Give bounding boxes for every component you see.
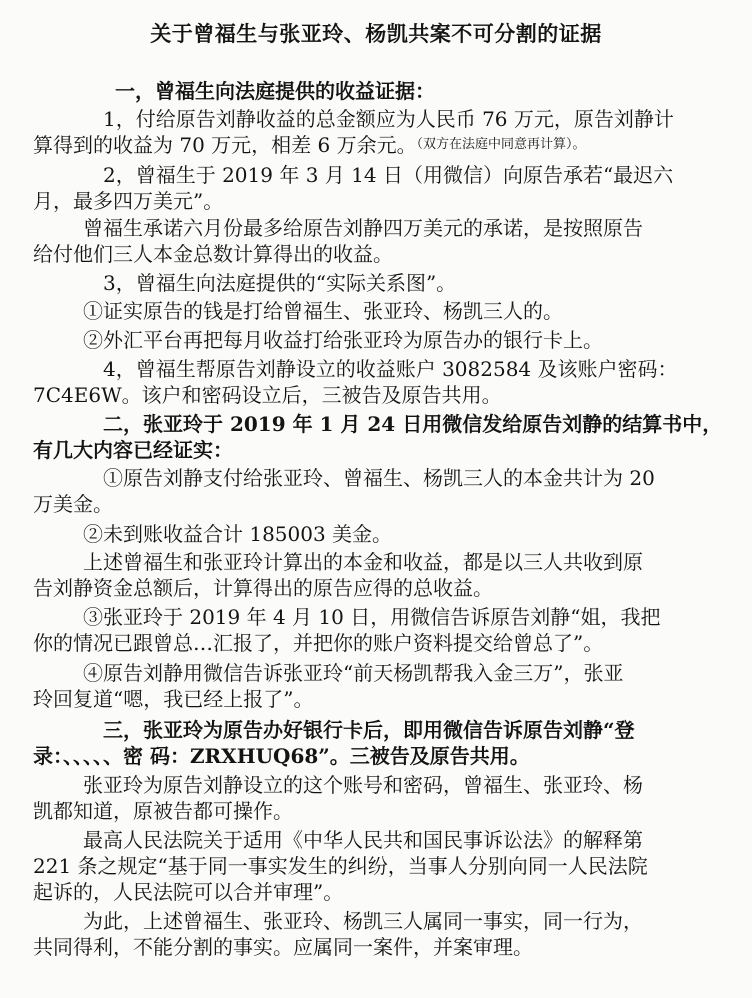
paragraph-line: 起诉的，人民法院可以合并审理”。	[33, 880, 344, 904]
paragraph-line: 万美金。	[33, 492, 113, 516]
document-title: 关于曾福生与张亚玲、杨凯共案不可分割的证据	[150, 22, 602, 46]
paragraph-note: （双方在法庭中同意再计算）。	[410, 137, 586, 152]
paragraph-line: ④原告刘静用微信告诉张亚玲“前天杨凯帮我入金三万”，张亚	[83, 661, 624, 685]
paragraph-line: ③张亚玲于 2019 年 4 月 10 日，用微信告诉原告刘静“姐，我把	[83, 605, 661, 629]
paragraph-line: 上述曾福生和张亚玲计算出的本金和收益，都是以三人共收到原	[83, 550, 643, 574]
paragraph-line: 张亚玲为原告刘静设立的这个账号和密码，曾福生、张亚玲、杨	[83, 773, 643, 797]
section-3-heading: 三，张亚玲为原告办好银行卡后，即用微信告诉原告刘静“登	[103, 718, 635, 742]
paragraph-line: 凯都知道，原被告都可操作。	[33, 799, 293, 823]
paragraph-line: 4，曾福生帮原告刘静设立的收益账户 3082584 及该账户密码：	[103, 357, 678, 381]
paragraph-line: 告刘静资金总额后，计算得出的原告应得的总收益。	[33, 576, 493, 600]
paragraph-line: 算得到的收益为 70 万元，相差 6 万余元。	[33, 133, 417, 157]
paragraph-line: 2，曾福生于 2019 年 3 月 14 日（用微信）向原告承若“最迟六	[103, 163, 674, 187]
paragraph-line: 你的情况已跟曾总…汇报了，并把你的账户资料提交给曾总了”。	[33, 631, 604, 655]
paragraph-line: 221 条之规定“基于同一事实发生的纠纷，当事人分别向同一人民法院	[33, 854, 648, 878]
section-2-heading: 二，张亚玲于 2019 年 1 月 24 日用微信发给原告刘静的结算书中，	[103, 412, 723, 436]
paragraph-line: 7C4E6W。该户和密码设立后，三被告及原告共用。	[33, 383, 502, 407]
paragraph-line: 曾福生承诺六月份最多给原告刘静四万美元的承诺，是按照原告	[83, 216, 643, 240]
paragraph-line: ①证实原告的钱是打给曾福生、张亚玲、杨凯三人的。	[83, 299, 563, 323]
paragraph-line: 3，曾福生向法庭提供的“实际关系图”。	[103, 271, 457, 295]
paragraph-line: 最高人民法院关于适用《中华人民共和国民事诉讼法》的解释第	[83, 828, 643, 852]
section-2-heading-cont: 有几大内容已经证实：	[33, 438, 233, 462]
paragraph-line: 玲回复道“嗯，我已经上报了”。	[33, 687, 314, 711]
section-3-heading-cont: 录：、、、、、密 码：ZRXHUQ68”。三被告及原告共用。	[33, 744, 530, 768]
section-1-heading: 一，曾福生向法庭提供的收益证据：	[115, 79, 435, 103]
paragraph-line: 共同得利，不能分割的事实。应属同一案件，并案审理。	[33, 935, 533, 959]
paragraph-line: 给付他们三人本金总数计算得出的收益。	[33, 242, 393, 266]
paragraph-line: 为此，上述曾福生、张亚玲、杨凯三人属同一事实，同一行为，	[83, 909, 643, 933]
paragraph-line: ①原告刘静支付给张亚玲、曾福生、杨凯三人的本金共计为 20	[103, 466, 655, 490]
paragraph-line: ②未到账收益合计 185003 美金。	[83, 522, 393, 546]
paragraph-line: 1，付给原告刘静收益的总金额应为人民币 76 万元，原告刘静计	[103, 107, 674, 131]
paragraph-line: 月，最多四万美元”。	[33, 189, 224, 213]
paragraph-line: ②外汇平台再把每月收益打给张亚玲为原告办的银行卡上。	[83, 328, 603, 352]
